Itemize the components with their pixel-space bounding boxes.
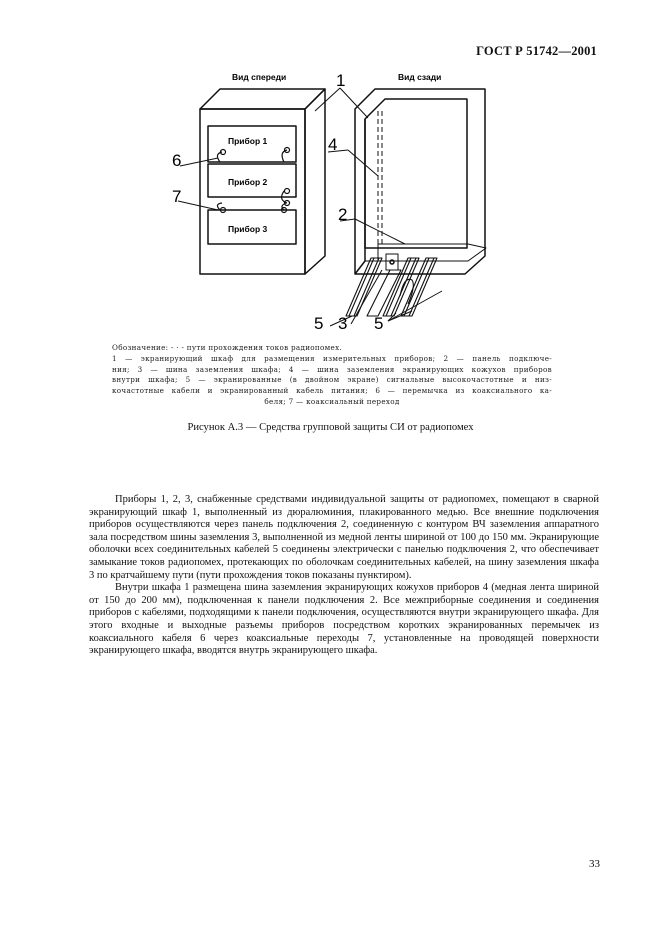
page-number: 33 bbox=[589, 858, 600, 870]
callout-7: 7 bbox=[172, 187, 182, 206]
paragraph: Внутри шкафа 1 размещена шина заземления экранирующих кожухов приборов 4 (медная лента шириной от 150 до 200 мм), подключенная к панели подключения 2. Все межприборные соединения и соединения приборов с кабелями, подходящими к панели подключения, осуществляются внутри экранирующего шкафа. Для этого входные и выходные разъемы приборов посредством коротких экранированных перемычек из коаксиального кабеля 6 через коаксиальные переходы 7, установленные на проводящей поверхности экранирующего шкафа, вводятся внутрь экранирующего шкафа. bbox=[89, 582, 599, 657]
callout-3: 3 bbox=[338, 314, 348, 333]
leader-1a bbox=[315, 88, 340, 111]
view-back-label: Вид сзади bbox=[398, 72, 442, 82]
leader-7 bbox=[178, 201, 218, 210]
figure-legend bbox=[112, 343, 552, 408]
legend-line: Обозначение: - · - пути прохождения токов радиопомех. bbox=[112, 343, 343, 352]
leader-1b bbox=[340, 88, 368, 118]
legend-line: кочастотные кабели и экранированный кабель питания; 6 — перемычка из коаксиального ка- bbox=[112, 386, 552, 396]
back-cabinet-inner bbox=[365, 99, 467, 248]
figure-caption: Рисунок А.3 — Средства групповой защиты СИ от радиопомех bbox=[187, 422, 474, 433]
device-2-label: Прибор 2 bbox=[228, 177, 268, 187]
diagram-svg bbox=[150, 66, 510, 346]
view-front-label: Вид спереди bbox=[232, 72, 287, 82]
leader-5b3 bbox=[388, 291, 442, 321]
legend-line: ния; 3 — шина заземления шкафа; 4 — шина заземления экранирующих кожухов приборов bbox=[112, 364, 552, 374]
legend-line: 1 — экранирующий шкаф для размещения измерительных приборов; 2 — панель подключе- bbox=[112, 353, 552, 363]
bolt-icon bbox=[390, 260, 394, 264]
leader-2 bbox=[355, 219, 405, 244]
back-inner-corner bbox=[355, 261, 365, 274]
callout-4: 4 bbox=[328, 135, 338, 154]
callout-5b: 5 bbox=[374, 314, 384, 333]
legend-line: беля; 7 — коаксиальный переход bbox=[264, 396, 400, 406]
cable-5a-inner bbox=[349, 258, 379, 316]
back-cabinet-outline bbox=[355, 89, 485, 274]
document-header: ГОСТ Р 51742—2001 bbox=[476, 44, 597, 58]
device-3-label: Прибор 3 bbox=[228, 224, 268, 234]
callout-6: 6 bbox=[172, 151, 182, 170]
callout-1: 1 bbox=[336, 71, 346, 90]
cable-5c-inner bbox=[404, 258, 434, 316]
cable-5a bbox=[346, 258, 382, 316]
leader-4 bbox=[348, 150, 378, 176]
body-text bbox=[89, 494, 599, 658]
cable-5b-inner bbox=[386, 258, 416, 316]
callout-5a: 5 bbox=[314, 314, 324, 333]
ground-bus-3 bbox=[386, 254, 398, 270]
coax-connector-icon bbox=[285, 189, 290, 194]
callout-2: 2 bbox=[338, 205, 348, 224]
legend-line: внутри шкафа; 5 — экранированные (в двойном экране) сигнальные высокочастотные и низ- bbox=[112, 375, 552, 385]
figure-diagram bbox=[150, 66, 510, 346]
front-cabinet-side bbox=[305, 89, 325, 274]
device-1-label: Прибор 1 bbox=[228, 136, 268, 146]
paragraph: Приборы 1, 2, 3, снабженные средствами индивидуальной защиты от радиопомех, помещают в сварной экранирующий шкаф 1, выполненный из дюралюминия, плакированного медью. Все внешние подключения приборов осуществляются через панель подключения 2, соединенную с контуром ВЧ заземления аппаратного зала посредством шины заземления 3, выполненной из медной ленты шириной от 100 до 150 мм. Экранирующие оболочки всех соединительных кабелей 5 соединены электрически с панелью подключения 2, что обеспечивает замыкание токов радиопомех, протекающих по оболочкам соединительных кабелей, на шину заземления шкафа 3 по кратчайшему пути (пути прохождения токов показаны пунктиром). bbox=[89, 494, 599, 581]
front-cabinet-top bbox=[200, 89, 325, 109]
